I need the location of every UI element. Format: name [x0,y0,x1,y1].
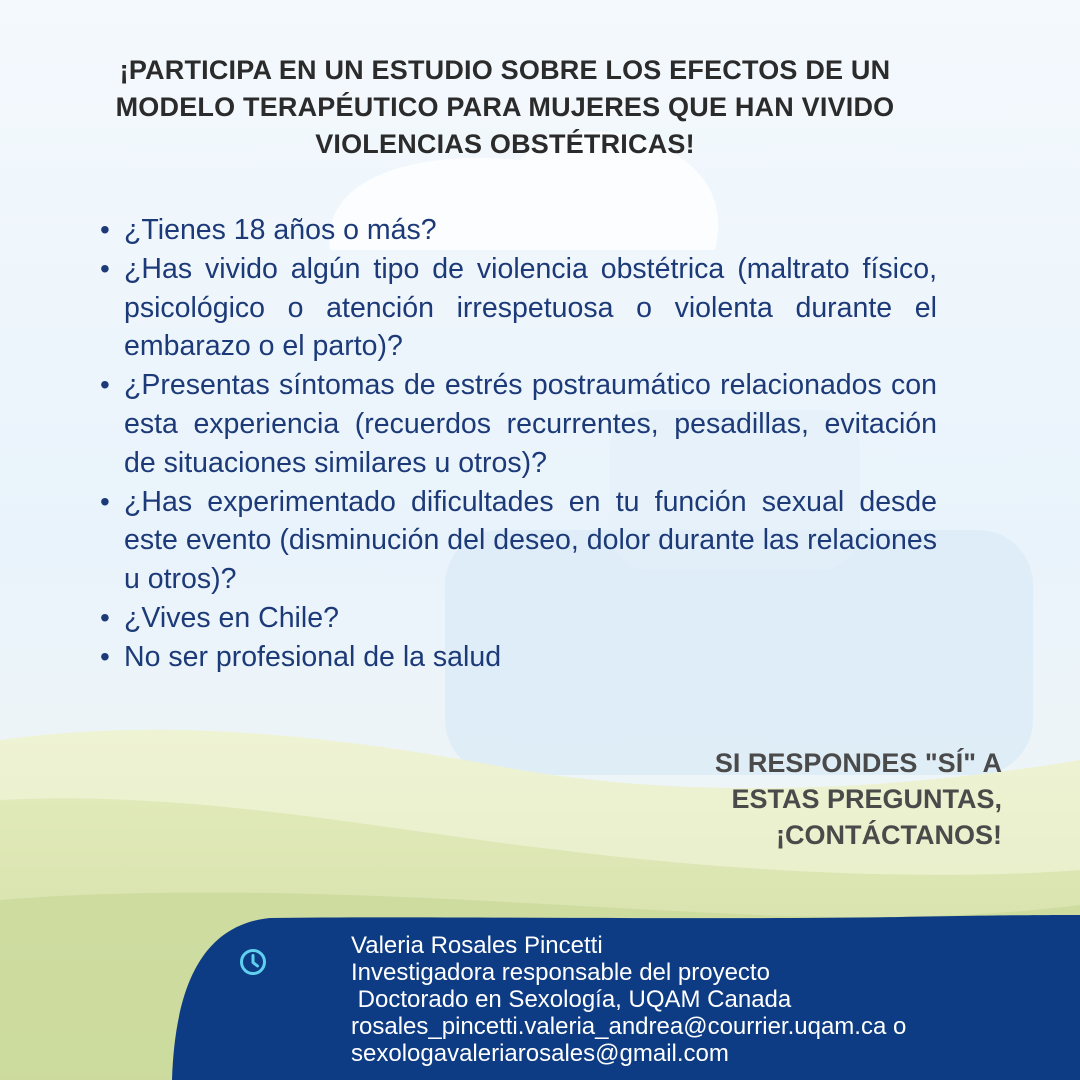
headline [80,52,930,163]
headline-line-3: VIOLENCIAS OBSTÉTRICAS! [315,129,695,159]
researcher-program: Doctorado en Sexología, UQAM Canada [351,986,792,1013]
question-text: ¿Vives en Chile? [124,601,339,634]
list-item [100,211,937,250]
question-text: ¿Presentas síntomas de estrés postraumático relacionados con esta experiencia (recuerdos recurrentes, pesadillas, evitación de situaciones similares u otros)? [124,369,937,479]
contact-email-gmail[interactable]: sexologavaleriarosales@gmail.com [351,1040,729,1067]
eligibility-question-list [100,211,937,677]
headline-line-1: ¡PARTICIPA EN UN ESTUDIO SOBRE LOS EFECTOS DE UN [119,55,891,85]
bullet-icon: • [100,485,110,517]
question-text: ¿Has experimentado dificultades en tu función sexual desde este evento (disminución del deseo, dolor durante las relaciones u otros)? [124,485,937,596]
contact-email-university[interactable]: rosales_pincetti.valeria_andrea@courrier.uqam.ca o [351,1013,907,1040]
cta-line-1: SI RESPONDES "SÍ" A [714,748,1002,778]
list-item [100,366,937,482]
bullet-icon: • [100,214,110,245]
bullet-icon: • [100,369,110,401]
call-to-action [602,745,1002,853]
researcher-name: Valeria Rosales Pincetti [351,932,603,959]
list-item [100,599,937,638]
bullet-icon: • [100,601,110,633]
cta-line-2: ESTAS PREGUNTAS, [731,784,1002,814]
list-item [100,250,937,366]
list-item [100,483,937,599]
question-text: ¿Has vivido algún tipo de violencia obstétrica (maltrato físico, psicológico o atención irrespetuosa o violenta durante el embarazo o el parto)? [124,252,937,363]
bullet-icon: • [100,252,110,284]
clock-icon [239,948,267,976]
bullet-icon: • [100,640,110,672]
researcher-role: Investigadora responsable del proyecto [351,959,770,986]
list-item [100,638,937,677]
contact-info [351,932,1051,1067]
cta-line-3: ¡CONTÁCTANOS! [776,820,1002,850]
question-text: No ser profesional de la salud [124,640,502,673]
question-text: ¿Tienes 18 años o más? [124,214,437,246]
headline-line-2: MODELO TERAPÉUTICO PARA MUJERES QUE HAN VIVIDO [115,92,895,122]
